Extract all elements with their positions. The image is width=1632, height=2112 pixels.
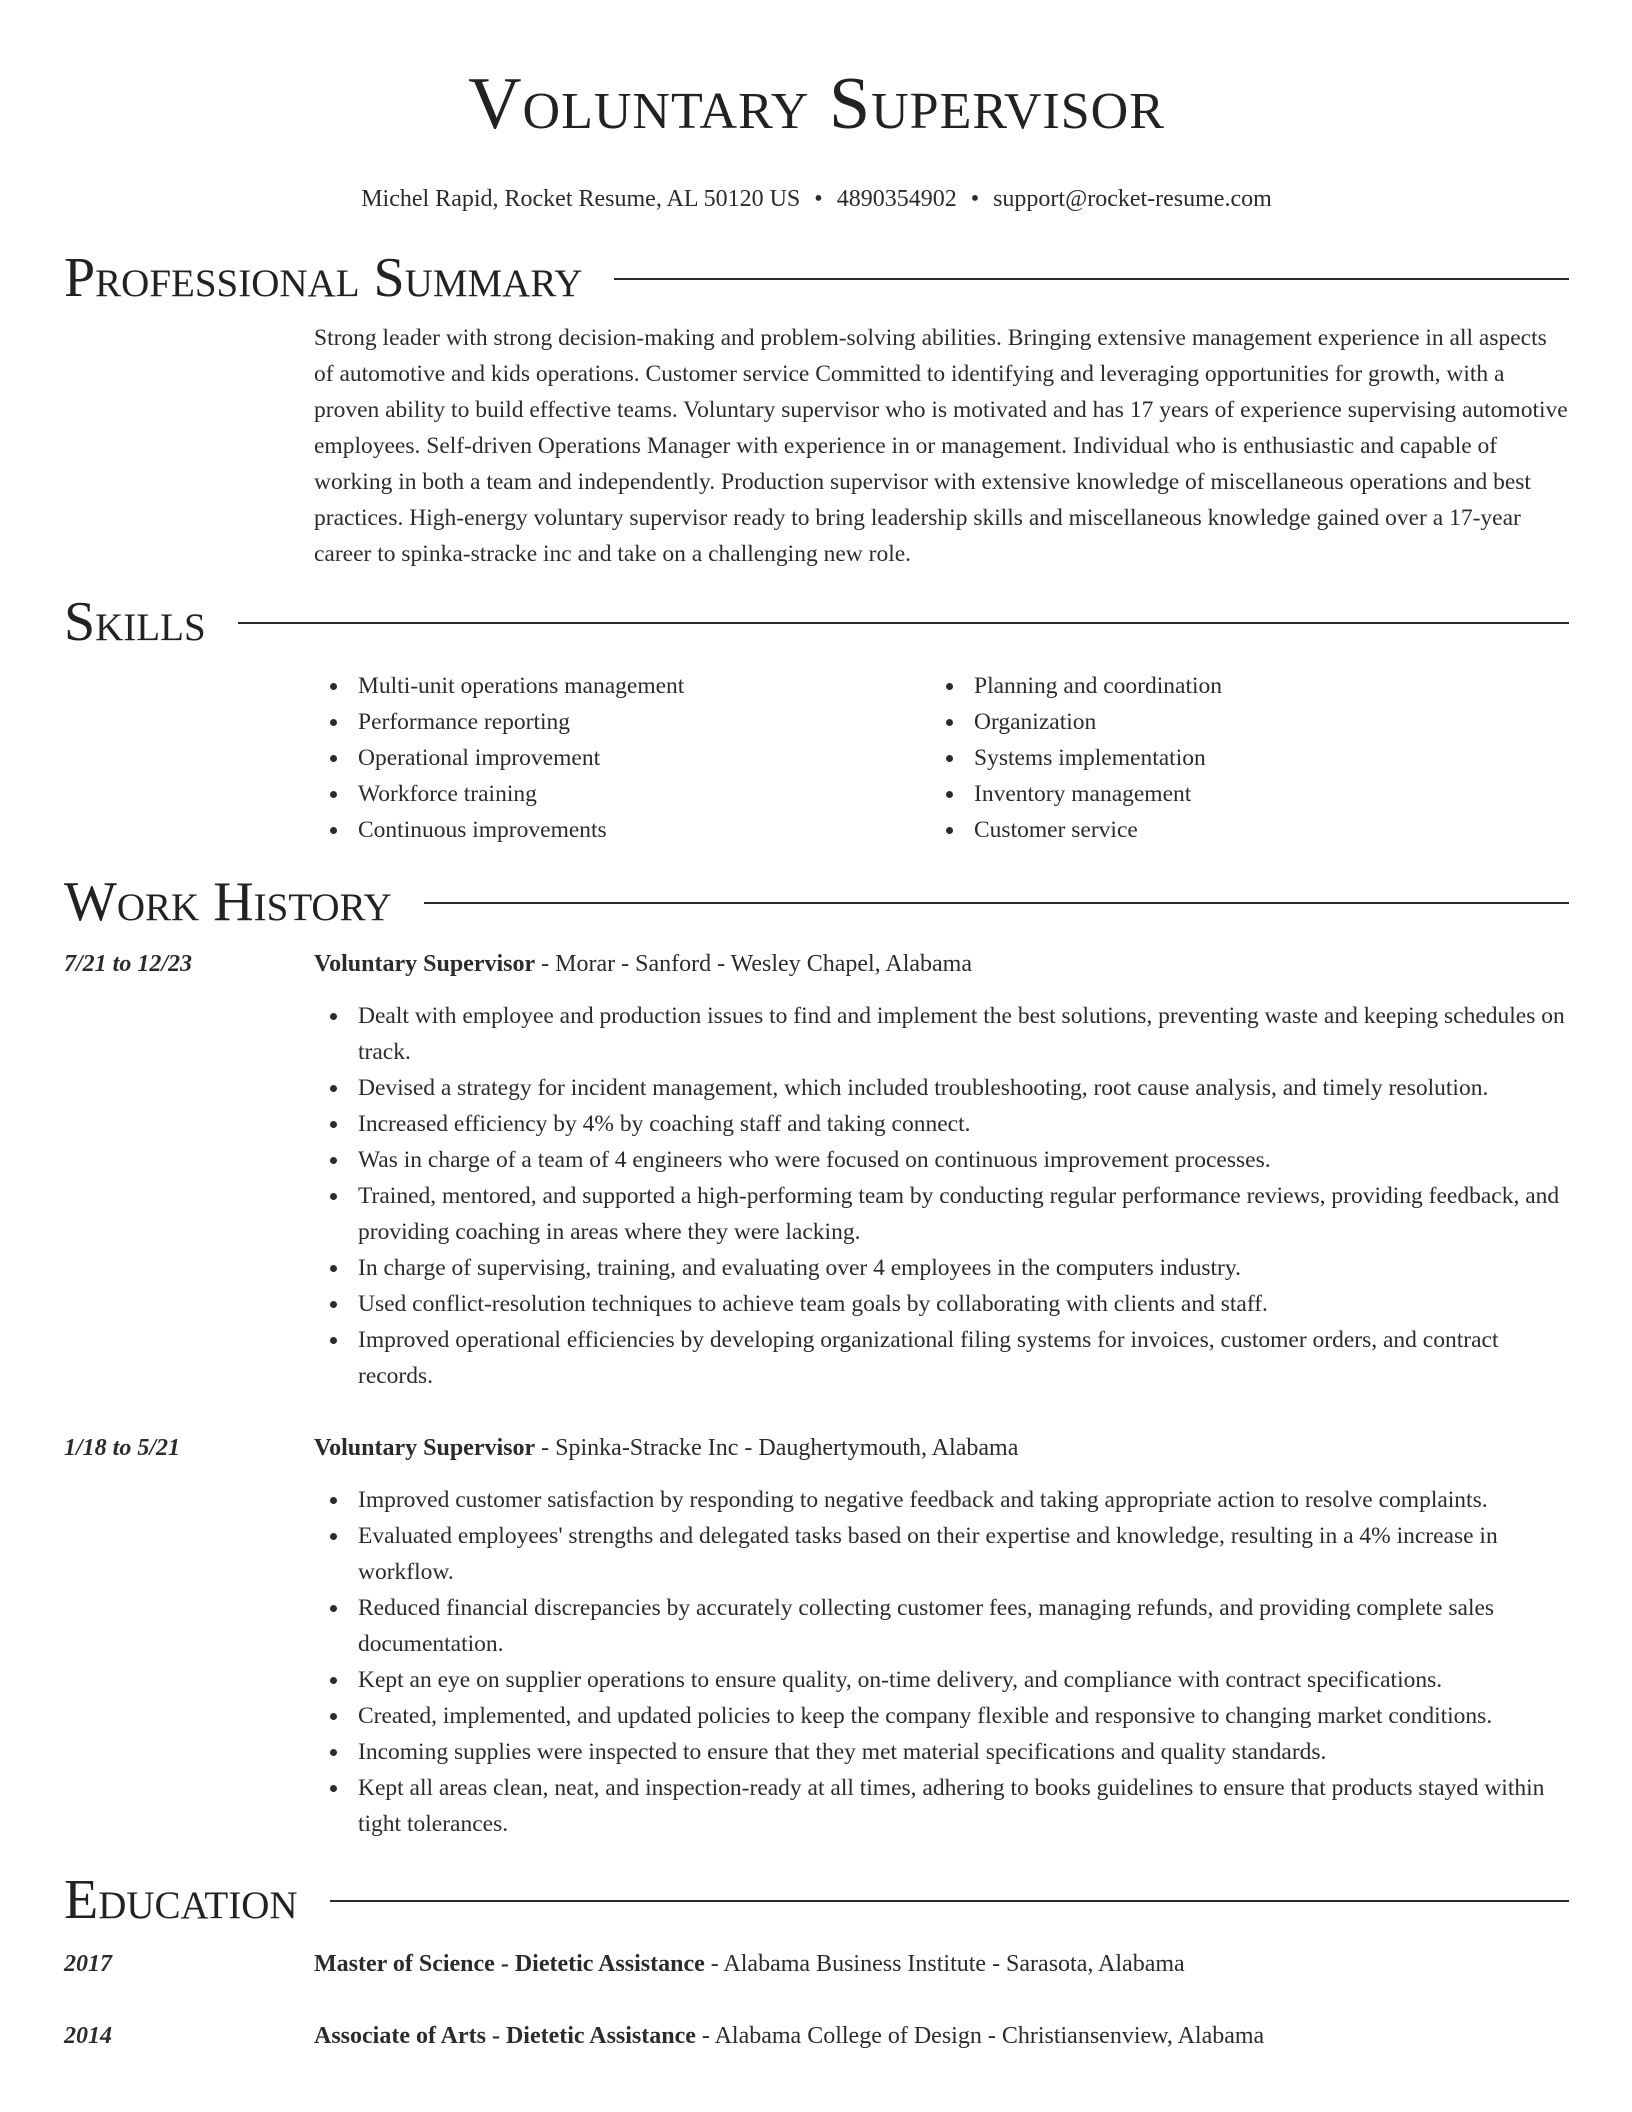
job-body [314, 1430, 1569, 1842]
job-date: 7/21 to 12/23 [64, 951, 193, 977]
job-bullet: Kept all areas clean, neat, and inspection-ready at all times, adhering to books guidelines to ensure that products stayed within tight tolerances. [314, 1770, 1569, 1842]
section-divider [330, 1900, 1569, 1902]
job-bullet: Used conflict-resolution techniques to achieve team goals by collaborating with clients and staff. [314, 1286, 1569, 1322]
section-divider [614, 278, 1569, 280]
summary-section-heading [64, 248, 1569, 308]
skill-item: Multi-unit operations management [314, 668, 930, 704]
job-title-line [314, 1430, 1569, 1466]
education-line [314, 2018, 1569, 2054]
job-bullet: Created, implemented, and updated policies to keep the company flexible and responsive to changing market conditions. [314, 1698, 1569, 1734]
job-bullet: Incoming supplies were inspected to ensure that they met material specifications and quality standards. [314, 1734, 1569, 1770]
job-entry [64, 1430, 1569, 1842]
job-bullet: Improved operational efficiencies by developing organizational filing systems for invoices, customer orders, and contract records. [314, 1322, 1569, 1394]
education-degree: Associate of Arts - Dietetic Assistance [314, 2023, 696, 2049]
job-bullet: Trained, mentored, and supported a high-performing team by conducting regular performance reviews, providing feedback, and providing coaching in areas where they were lacking. [314, 1178, 1569, 1250]
job-details: - Morar - Sanford - Wesley Chapel, Alabama [535, 951, 972, 977]
contact-address: Michel Rapid, Rocket Resume, AL 50120 US [361, 186, 801, 212]
education-details: - Alabama Business Institute - Sarasota, Alabama [704, 1951, 1185, 1977]
education-section-heading [64, 1870, 1569, 1930]
contact-phone[interactable]: 4890354902 [836, 186, 957, 212]
education-entry [64, 2018, 1569, 2054]
skills-section-heading [64, 592, 1569, 652]
job-entry [64, 946, 1569, 1394]
skill-item: Operational improvement [314, 740, 930, 776]
job-bullet: Dealt with employee and production issues to find and implement the best solutions, preventing waste and keeping schedules on track. [314, 998, 1569, 1070]
education-details: - Alabama College of Design - Christiansenview, Alabama [695, 2023, 1265, 2049]
section-divider [424, 902, 1569, 904]
education-degree: Master of Science - Dietetic Assistance [314, 1951, 705, 1977]
contact-email[interactable]: support@rocket-resume.com [993, 186, 1272, 212]
contact-separator: • [970, 186, 980, 212]
skills-heading-text: Skills [64, 591, 206, 653]
contact-line [64, 184, 1569, 214]
skill-item: Organization [930, 704, 1546, 740]
candidate-name: Voluntary Supervisor [468, 63, 1165, 145]
job-bullet: In charge of supervising, training, and evaluating over 4 employees in the computers industry. [314, 1250, 1569, 1286]
job-bullet: Improved customer satisfaction by responding to negative feedback and taking appropriate action to resolve complaints. [314, 1482, 1569, 1518]
skill-item: Planning and coordination [930, 668, 1546, 704]
skill-item: Inventory management [930, 776, 1546, 812]
skills-list-left [314, 668, 930, 848]
skill-item: Workforce training [314, 776, 930, 812]
job-details: - Spinka-Stracke Inc - Daughertymouth, Alabama [535, 1435, 1019, 1461]
summary-heading-text: Professional Summary [64, 247, 583, 309]
skill-item: Customer service [930, 812, 1546, 848]
job-bullets [314, 1482, 1569, 1842]
job-bullets [314, 998, 1569, 1394]
skill-item: Continuous improvements [314, 812, 930, 848]
job-body [314, 946, 1569, 1394]
work-section-heading [64, 872, 1569, 932]
work-heading-text: Work History [64, 871, 392, 933]
summary-text: Strong leader with strong decision-making and problem-solving abilities. Bringing extensive management experience in all aspects of automotive and kids operations. Customer service Committed to identifying and leveraging opportunities for growth, with a proven ability to build effective teams. Voluntary supervisor who is motivated and has 17 years of experience supervising automotive employees. Self-driven Operations Manager with experience in or management. Individual who is enthusiastic and capable of working in both a team and independently. Production supervisor with extensive knowledge of miscellaneous operations and best practices. High-energy voluntary supervisor ready to bring leadership skills and miscellaneous knowledge gained over a 17-year career to spinka-stracke inc and take on a challenging new role. [314, 325, 1568, 567]
education-entry [64, 1946, 1569, 1982]
skill-item: Performance reporting [314, 704, 930, 740]
job-title: Voluntary Supervisor [314, 951, 536, 977]
skills-grid [314, 668, 1569, 848]
job-bullet: Kept an eye on supplier operations to ensure quality, on-time delivery, and compliance with contract specifications. [314, 1662, 1569, 1698]
skills-list-right [930, 668, 1546, 848]
job-bullet: Reduced financial discrepancies by accurately collecting customer fees, managing refunds, and providing complete sales documentation. [314, 1590, 1569, 1662]
skill-item: Systems implementation [930, 740, 1546, 776]
education-line [314, 1946, 1569, 1982]
job-date: 1/18 to 5/21 [64, 1435, 181, 1461]
education-heading-text: Education [64, 1869, 298, 1931]
education-year: 2014 [64, 2023, 112, 2049]
job-bullet: Was in charge of a team of 4 engineers who were focused on continuous improvement processes. [314, 1142, 1569, 1178]
education-year: 2017 [64, 1951, 112, 1977]
job-title-line [314, 946, 1569, 982]
contact-separator: • [814, 186, 823, 212]
job-bullet: Increased efficiency by 4% by coaching staff and taking connect. [314, 1106, 1569, 1142]
job-title: Voluntary Supervisor [314, 1435, 536, 1461]
job-bullet: Evaluated employees' strengths and delegated tasks based on their expertise and knowledge, resulting in a 4% increase in workflow. [314, 1518, 1569, 1590]
job-bullet: Devised a strategy for incident management, which included troubleshooting, root cause analysis, and timely resolution. [314, 1070, 1569, 1106]
section-divider [238, 622, 1569, 624]
